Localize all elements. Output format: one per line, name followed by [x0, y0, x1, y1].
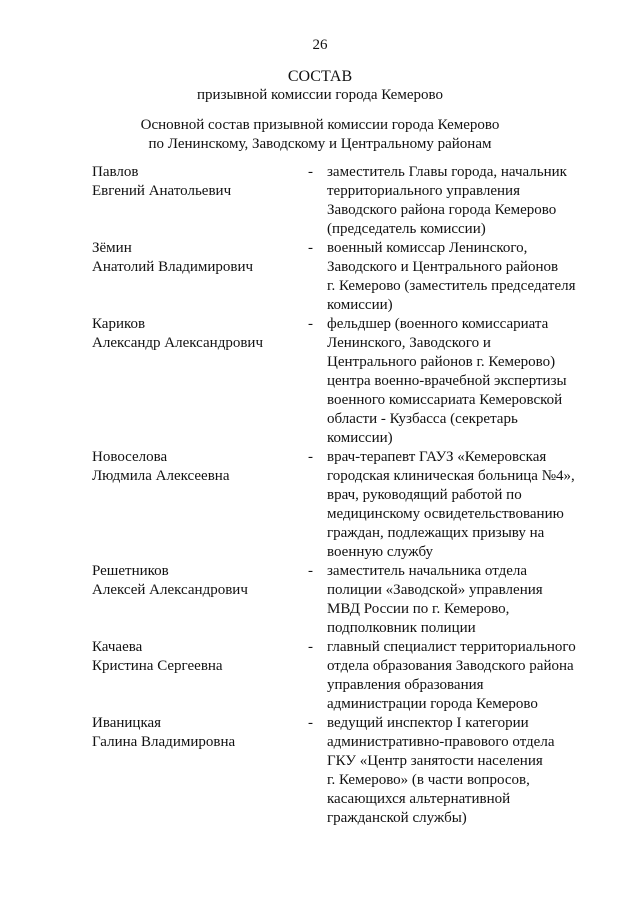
member-given-names: Алексей Александрович [92, 582, 248, 598]
member-role-line: Центрального районов г. Кемерово) [327, 354, 556, 370]
member-role-line: (председатель комиссии) [327, 221, 486, 237]
member-role [327, 239, 597, 315]
member-name [92, 562, 302, 600]
member-given-names: Галина Владимировна [92, 734, 236, 750]
member-role-line: граждан, подлежащих призыву на [327, 525, 545, 541]
member-role-line: фельдшер (военного комиссариата [327, 316, 549, 332]
section-heading-line: Основной состав призывной комиссии города Кемерово [140, 117, 500, 133]
member-entry [92, 638, 592, 714]
member-role [327, 315, 597, 448]
member-separator: - [308, 449, 313, 465]
member-surname: Зёмин [92, 240, 132, 256]
member-entry [92, 239, 592, 315]
member-separator: - [308, 715, 313, 731]
member-role-line: центра военно-врачебной экспертизы [327, 373, 567, 389]
member-role-line: военную службу [327, 544, 434, 560]
member-surname: Иваницкая [92, 715, 162, 731]
member-role-line: области - Кузбасса (секретарь [327, 411, 518, 427]
member-role-line: военного комиссариата Кемеровской [327, 392, 563, 408]
member-given-names: Кристина Сергеевна [92, 658, 223, 674]
members-list [92, 163, 592, 828]
member-separator: - [308, 639, 313, 655]
member-role-line: управления образования [327, 677, 484, 693]
member-role-line: медицинскому освидетельствованию [327, 506, 564, 522]
member-role-line: заместитель начальника отдела [327, 563, 527, 579]
member-separator: - [308, 240, 313, 256]
member-role-line: заместитель Главы города, начальник [327, 164, 567, 180]
member-role-line: территориального управления [327, 183, 520, 199]
member-role [327, 562, 597, 638]
member-role-line: военный комиссар Ленинского, [327, 240, 528, 256]
member-entry [92, 315, 592, 448]
member-role-line: административно-правового отдела [327, 734, 555, 750]
member-given-names: Александр Александрович [92, 335, 263, 351]
member-separator: - [308, 316, 313, 332]
member-role-line: ГКУ «Центр занятости населения [327, 753, 543, 769]
member-entry [92, 714, 592, 828]
member-role [327, 448, 597, 562]
member-role-line: Заводского района города Кемерово [327, 202, 557, 218]
document-title: СОСТАВ [287, 68, 353, 85]
member-role-line: гражданской службы) [327, 810, 467, 826]
member-entry [92, 163, 592, 239]
member-role-line: врач-терапевт ГАУЗ «Кемеровская [327, 449, 547, 465]
member-role-line: г. Кемерово (заместитель председателя [327, 278, 576, 294]
member-role-line: главный специалист территориального [327, 639, 576, 655]
member-name [92, 638, 302, 676]
member-name [92, 315, 302, 353]
member-separator: - [308, 164, 313, 180]
member-entry [92, 562, 592, 638]
member-role-line: ведущий инспектор I категории [327, 715, 529, 731]
member-surname: Новоселова [92, 449, 168, 465]
member-role-line: отдела образования Заводского района [327, 658, 574, 674]
member-role-line: подполковник полиции [327, 620, 476, 636]
member-role-line: городская клиническая больница №4», [327, 468, 575, 484]
member-role-line: касающихся альтернативной [327, 791, 511, 807]
member-name [92, 239, 302, 277]
member-role [327, 163, 597, 239]
member-role-line: г. Кемерово» (в части вопросов, [327, 772, 530, 788]
member-role-line: администрации города Кемерово [327, 696, 538, 712]
member-role-line: Заводского и Центрального районов [327, 259, 559, 275]
member-role-line: полиции «Заводской» управления [327, 582, 543, 598]
member-role [327, 638, 597, 714]
page-number: 26 [312, 37, 328, 53]
section-heading [0, 116, 640, 154]
member-surname: Кариков [92, 316, 146, 332]
member-separator: - [308, 563, 313, 579]
member-given-names: Евгений Анатольевич [92, 183, 232, 199]
member-surname: Павлов [92, 164, 139, 180]
member-role-line: Ленинского, Заводского и [327, 335, 491, 351]
member-name [92, 714, 302, 752]
member-role-line: врач, руководящий работой по [327, 487, 522, 503]
member-name [92, 163, 302, 201]
member-role [327, 714, 597, 828]
member-surname: Решетников [92, 563, 169, 579]
member-surname: Качаева [92, 639, 143, 655]
section-heading-line: по Ленинскому, Заводскому и Центральному районам [148, 136, 492, 152]
member-name [92, 448, 302, 486]
member-given-names: Людмила Алексеевна [92, 468, 230, 484]
member-entry [92, 448, 592, 562]
member-role-line: комиссии) [327, 297, 393, 313]
member-role-line: комиссии) [327, 430, 393, 446]
member-role-line: МВД России по г. Кемерово, [327, 601, 510, 617]
member-given-names: Анатолий Владимирович [92, 259, 254, 275]
document-subtitle: призывной комиссии города Кемерово [197, 87, 443, 103]
